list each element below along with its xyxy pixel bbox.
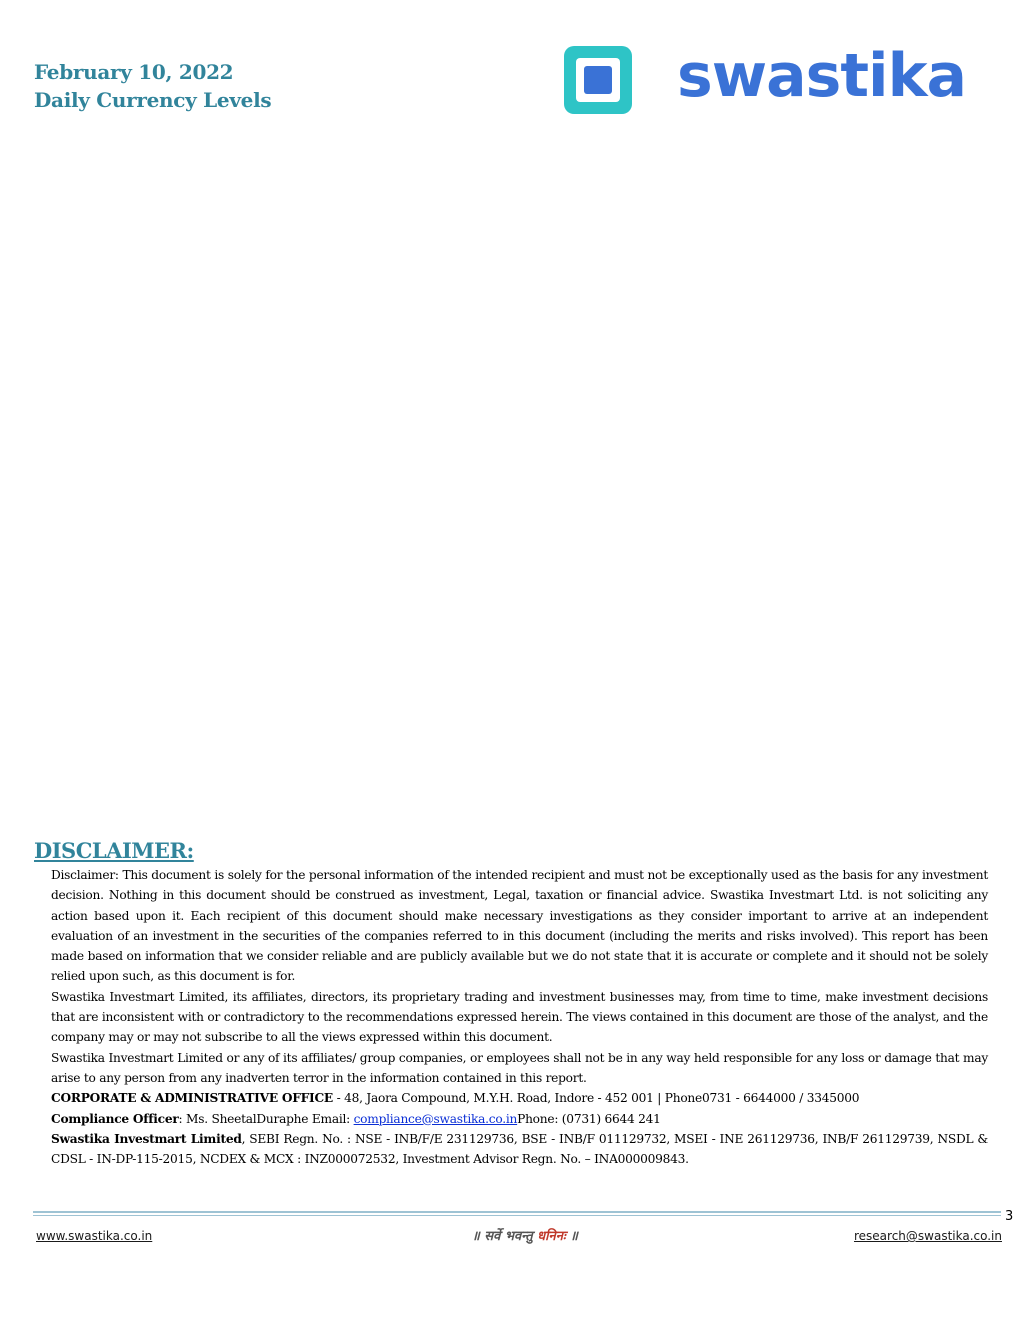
company-label: Swastika Investmart Limited bbox=[51, 1131, 242, 1146]
research-email-link[interactable]: research@swastika.co.in bbox=[853, 1229, 1002, 1243]
compliance-text: : Ms. SheetalDuraphe Email: bbox=[178, 1111, 354, 1126]
swastika-logo bbox=[560, 42, 1010, 122]
footer-motto bbox=[472, 1226, 578, 1244]
footer-divider-thin bbox=[33, 1215, 1001, 1216]
disclaimer-paragraph-2: Swastika Investmart Limited, its affiliates, directors, its proprietary trading and investment businesses may, from time to time, make investment decisions that are inconsistent with or contradictory to the recommendations expressed herein. The views contained in this document are those of the analyst, and the company may or may not subscribe to all the views expressed within this document. bbox=[51, 989, 988, 1045]
footer-divider bbox=[33, 1211, 1001, 1213]
compliance-label: Compliance Officer bbox=[51, 1111, 179, 1126]
motto-end: ॥ bbox=[565, 1229, 578, 1244]
motto-highlight: धनिनः bbox=[537, 1229, 566, 1244]
swastika-logo-text: swastika bbox=[677, 41, 966, 111]
report-subtitle: Daily Currency Levels bbox=[34, 88, 272, 112]
report-date: February 10, 2022 bbox=[34, 60, 234, 84]
page-number: 3 bbox=[1005, 1209, 1014, 1224]
company-registration bbox=[51, 1129, 988, 1170]
motto-start: ॥ सर्वे भवन्तु bbox=[472, 1229, 538, 1244]
compliance-officer bbox=[51, 1109, 988, 1129]
disclaimer-paragraph-3: Swastika Investmart Limited or any of its affiliates/ group companies, or employees shall not be in any way held responsible for any loss or damage that may arise to any person from any inadverten terror in the information contained in this report. bbox=[51, 1050, 988, 1085]
office-label: CORPORATE & ADMINISTRATIVE OFFICE bbox=[51, 1091, 333, 1106]
office-text: - 48, Jaora Compound, M.Y.H. Road, Indore - 452 001 | Phone0731 - 6644000 / 3345000 bbox=[332, 1091, 860, 1106]
website-link[interactable]: www.swastika.co.in bbox=[36, 1229, 153, 1243]
company-text: , SEBI Regn. No. : NSE - INB/F/E 231129736, BSE - INB/F 011129732, MSEI - INE 261129736, INB/F 261129739, NSDL & CDSL - IN-DP-115-2015, NCDEX & MCX : INZ000072532, Investment Advisor Regn. No. – INA000009843. bbox=[51, 1131, 988, 1167]
disclaimer-title: DISCLAIMER: bbox=[34, 838, 194, 863]
compliance-phone: Phone: (0731) 6644 241 bbox=[517, 1111, 661, 1126]
disclaimer-body bbox=[51, 865, 988, 1169]
compliance-email-link[interactable]: compliance@swastika.co.in bbox=[353, 1111, 518, 1126]
swastika-logo-icon bbox=[560, 42, 640, 122]
disclaimer-paragraph-1: Disclaimer: This document is solely for the personal information of the intended recipient and must not be exceptionally used as the basis for any investment decision. Nothing in this document should be construed as investment, Legal, taxation or financial advice. Swastika Investmart Ltd. is not soliciting any action based upon it. Each recipient of this document should make necessary investigations as they consider important to arrive at an independent evaluation of an investment in the securities of the companies referred to in this document (including the merits and risks involved). This report has been made based on information that we consider reliable and are publicly available but we do not state that it is accurate or complete and it should not be solely relied upon such, as this document is for. bbox=[51, 868, 988, 984]
office-address bbox=[51, 1088, 988, 1108]
